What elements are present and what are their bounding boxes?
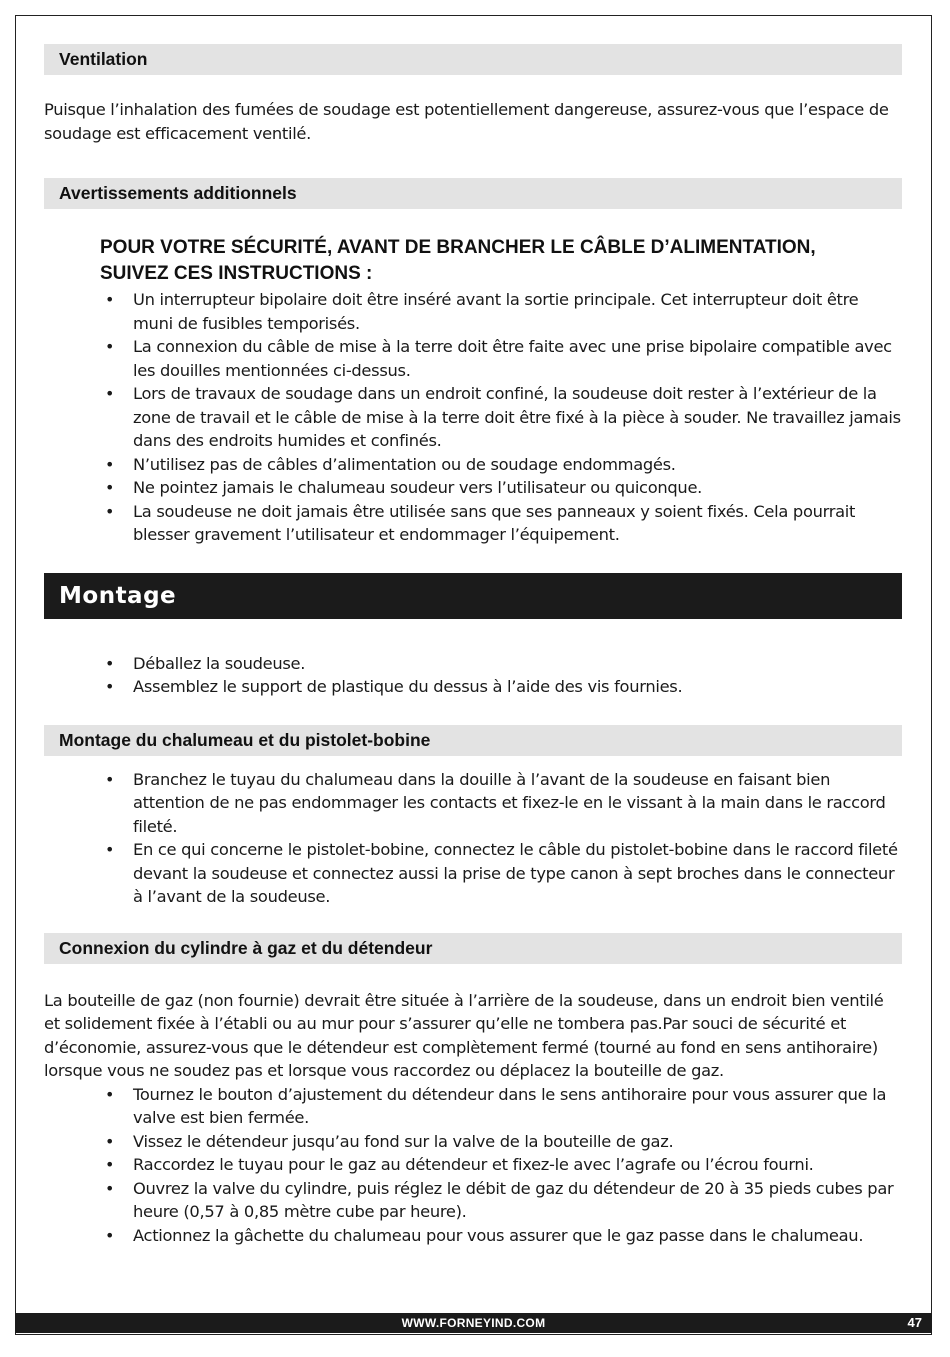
section-title-ventilation: Ventilation — [44, 44, 902, 75]
section-title-montage: Montage — [44, 573, 902, 619]
bullet-icon: • — [105, 1084, 115, 1104]
list-item: • Tournez le bouton d’ajustement du détendeur dans le sens antihoraire pour vous assurer que la valve est bien fermée. — [105, 1084, 887, 1127]
list-item: • Raccordez le tuyau pour le gaz au détendeur et fixez-le avec l’agrafe ou l’écrou fourni. — [44, 1153, 902, 1177]
footer-url: WWW.FORNEYIND.COM — [401, 1316, 546, 1330]
list-item: • Actionnez la gâchette du chalumeau pour vous assurer que le gaz passe dans le chalumeau. — [44, 1224, 902, 1248]
list-item: • Assemblez le support de plastique du dessus à l’aide des vis fournies. — [44, 675, 902, 699]
warnings-list — [44, 288, 902, 547]
torch-list — [44, 768, 902, 909]
list-item: • Un interrupteur bipolaire doit être inséré avant la sortie principale. Cet interrupteur doit être muni de fusibles temporisés. — [105, 290, 859, 333]
bullet-icon: • — [105, 501, 115, 521]
warnings-heading-line2: SUIVEZ CES INSTRUCTIONS : — [100, 263, 373, 284]
list-item: • La connexion du câble de mise à la terre doit être faite avec une prise bipolaire compatible avec les douilles mentionnées ci-dessus. — [105, 337, 892, 380]
list-item: • Branchez le tuyau du chalumeau dans la douille à l’avant de la soudeuse en faisant bien attention de ne pas endommager les contacts et fixez-le en le vissant à la main dans le raccord fileté. — [105, 769, 886, 836]
ventilation-text: Puisque l’inhalation des fumées de soudage est potentiellement dangereuse, assurez-vous que l’espace de soudage est efficacement ventilé. — [44, 100, 889, 143]
gas-text: La bouteille de gaz (non fournie) devrait être située à l’arrière de la soudeuse, dans un endroit bien ventilé et solidement fixée à l’établi ou au mur pour s’assurer qu’elle ne tombera pas.Par souci de sécurité et d’économie, assurez-vous que le détendeur est complètement fermé (tourné au fond en sens antihoraire) lorsque vous ne soudez pas et lorsque vous raccordez ou déplacez la bouteille de gaz. — [44, 990, 884, 1080]
bullet-icon: • — [105, 1131, 115, 1151]
bullet-icon: • — [105, 384, 115, 403]
list-item: • Lors de travaux de soudage dans un endroit confiné, la soudeuse doit rester à l’extérieur de la zone de travail et le câble de mise à la terre doit être fixé à la pièce à souder. Ne travaillez jamais dans des endroits humides et confinés. — [105, 384, 901, 450]
montage-list — [44, 652, 902, 699]
bullet-icon: • — [105, 1155, 115, 1174]
list-item: • Ne pointez jamais le chalumeau soudeur vers l’utilisateur ou quiconque. — [44, 476, 902, 500]
gas-list — [44, 1083, 902, 1248]
list-item: • Ouvrez la valve du cylindre, puis réglez le débit de gaz du détendeur de 20 à 35 pieds cubes par heure (0,57 à 0,85 mètre cube par heure). — [105, 1178, 894, 1221]
footer-bar — [15, 1313, 932, 1333]
list-item: • En ce qui concerne le pistolet-bobine, connectez le câble du pistolet-bobine dans le raccord fileté devant la soudeuse et connectez aussi la prise de type canon à sept broches dans le connecteur à l’avant de la soudeuse. — [105, 840, 898, 906]
bullet-icon: • — [105, 1225, 115, 1245]
bullet-icon: • — [105, 337, 115, 356]
warnings-heading-line1: POUR VOTRE SÉCURITÉ, AVANT DE BRANCHER LE CÂBLE D’ALIMENTATION, — [100, 237, 816, 258]
section-title-warnings: Avertissements additionnels — [44, 178, 902, 209]
list-item: • La soudeuse ne doit jamais être utilisée sans que ses panneaux y soient fixés. Cela pourrait blesser gravement l’utilisateur et endommager l’équipement. — [105, 501, 856, 544]
bullet-icon: • — [105, 653, 115, 673]
list-item: • Vissez le détendeur jusqu’au fond sur la valve de la bouteille de gaz. — [44, 1130, 902, 1154]
bullet-icon: • — [105, 840, 115, 859]
warnings-block — [44, 236, 902, 547]
bullet-icon: • — [105, 478, 115, 497]
bullet-icon: • — [105, 454, 115, 474]
section-title-torch: Montage du chalumeau et du pistolet-bobine — [44, 725, 902, 756]
bullet-icon: • — [105, 677, 115, 696]
bullet-icon: • — [105, 769, 115, 789]
section-title-gas: Connexion du cylindre à gaz et du détendeur — [44, 933, 902, 964]
bullet-icon: • — [105, 1178, 115, 1198]
list-item: • N’utilisez pas de câbles d’alimentation ou de soudage endommagés. — [44, 453, 902, 477]
bullet-icon: • — [105, 290, 115, 309]
page-number: 47 — [907, 1315, 922, 1330]
list-item: • Déballez la soudeuse. — [44, 652, 902, 676]
page-content — [44, 44, 902, 1247]
